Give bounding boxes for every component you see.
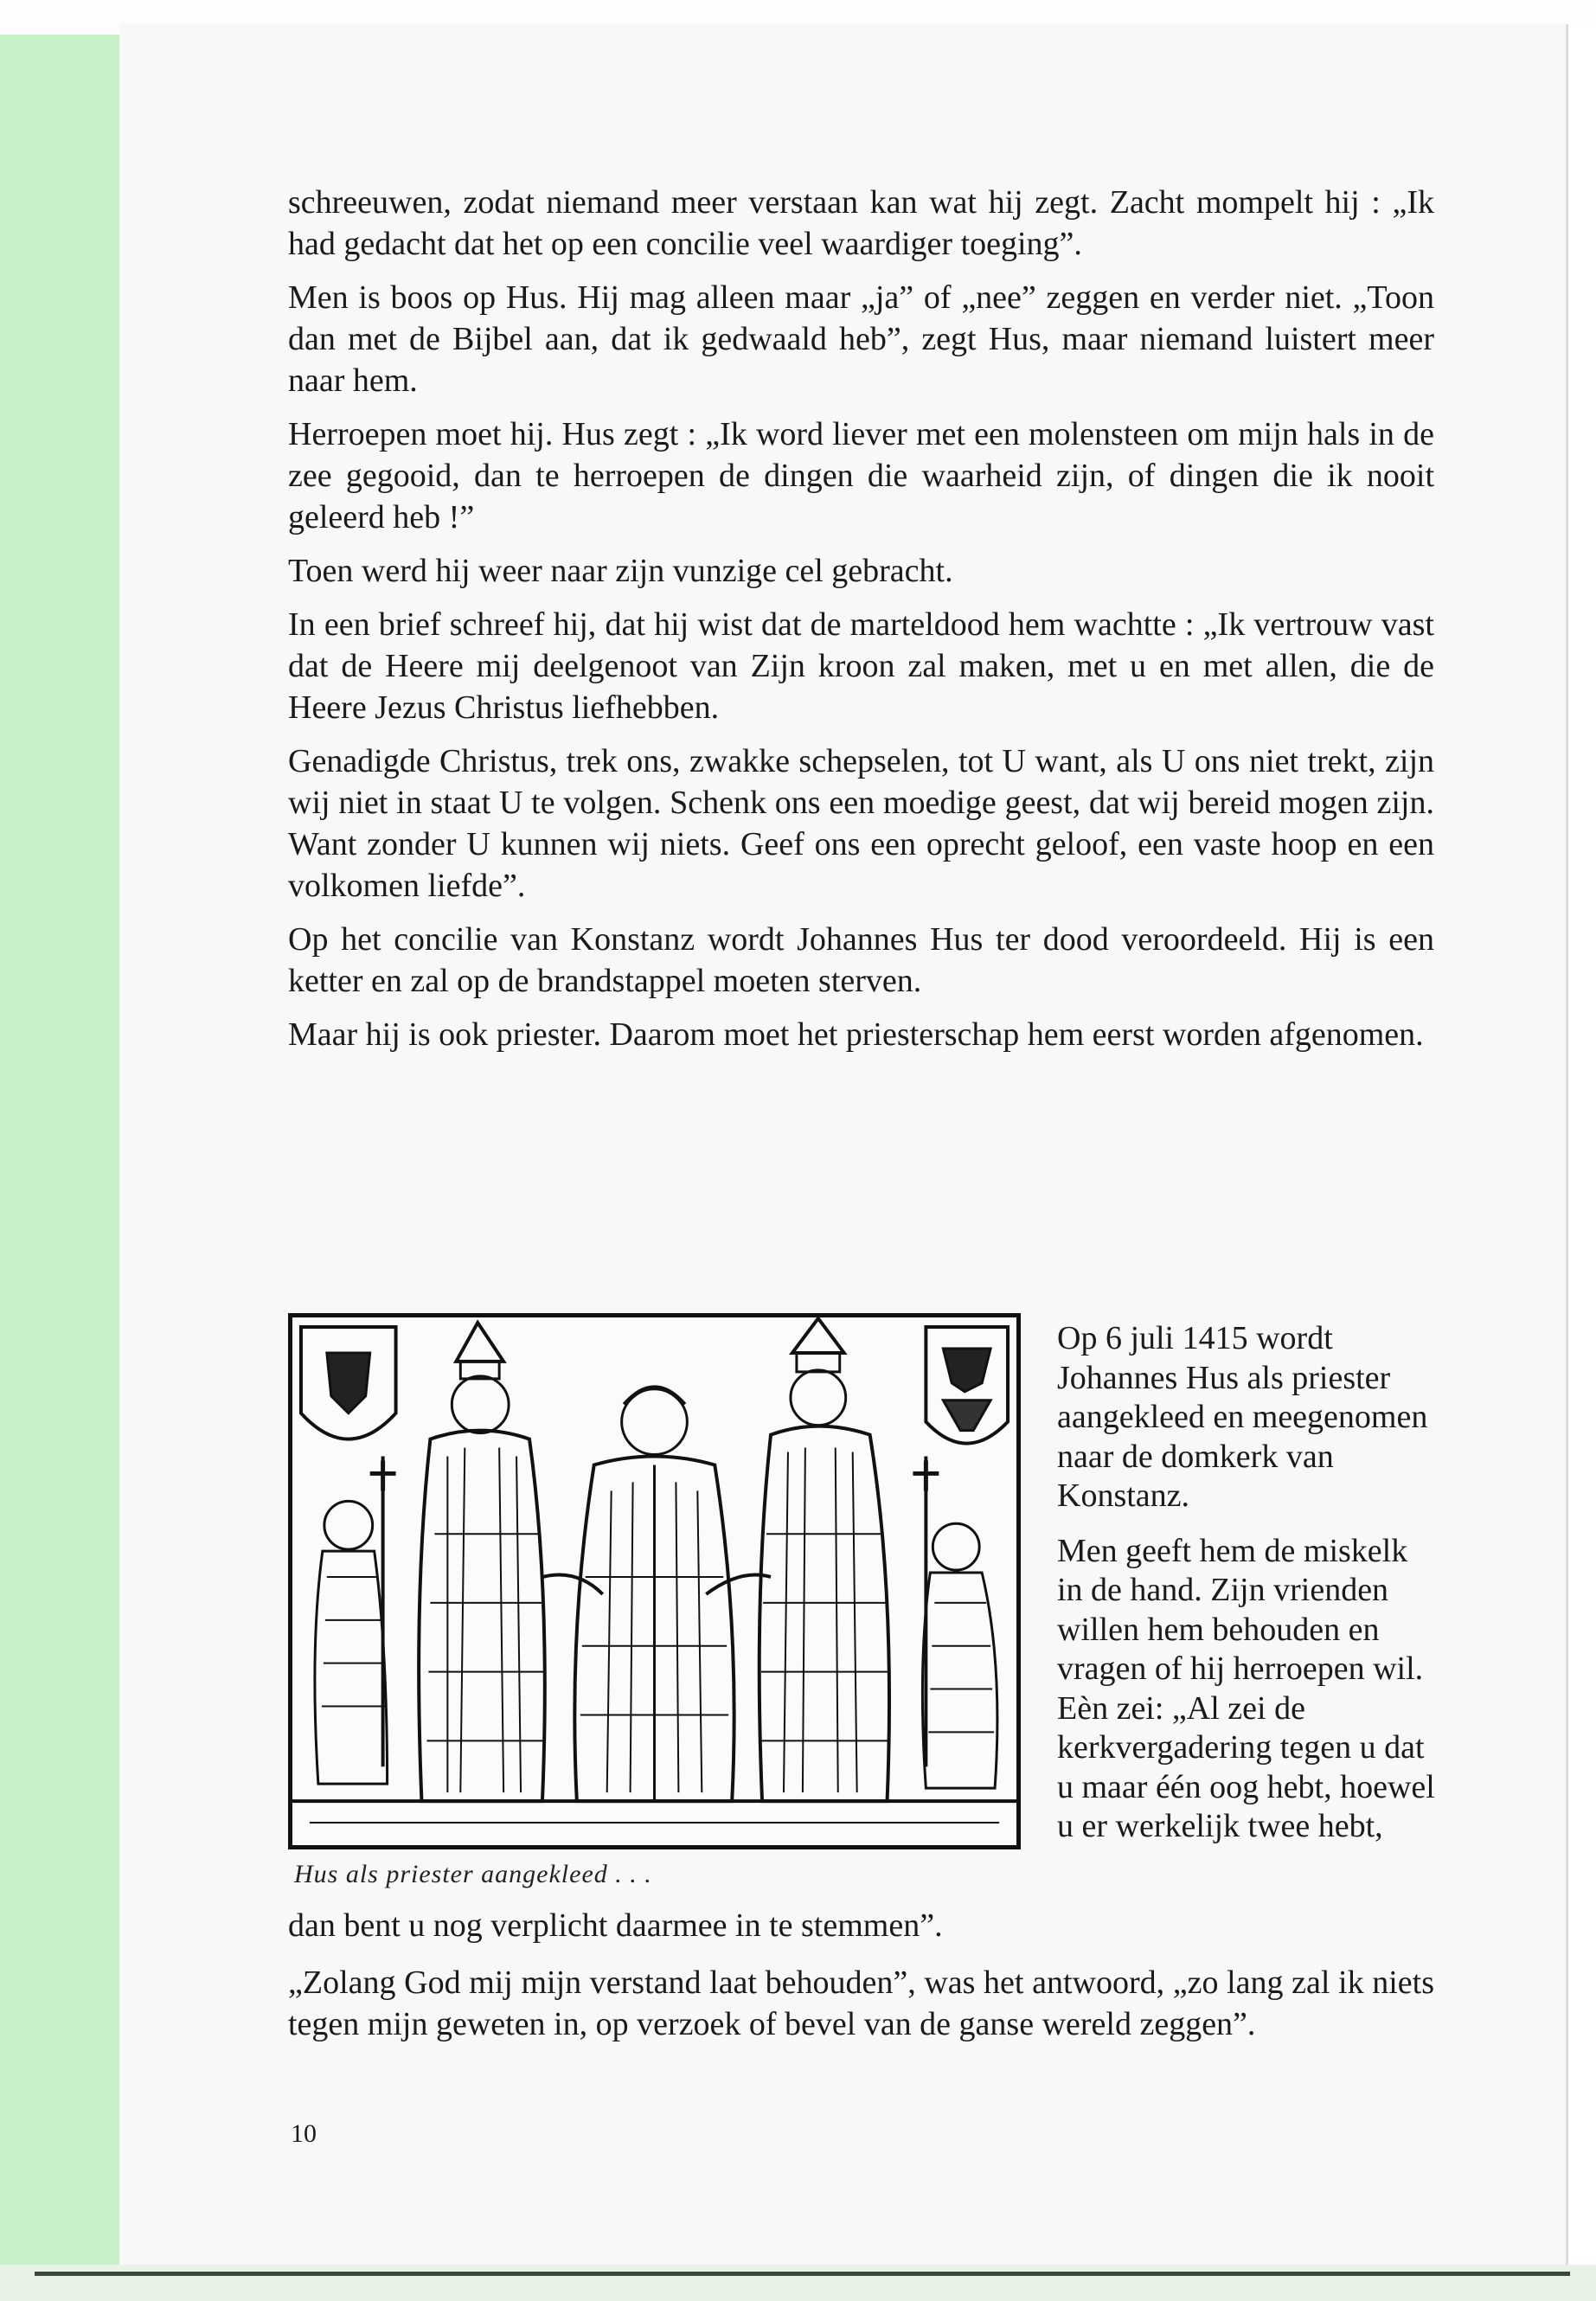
bottom-edge-line xyxy=(35,2272,1570,2276)
woodcut-drawing xyxy=(292,1317,1016,1845)
paragraph-3: Herroepen moet hij. Hus zegt : „Ik word liever met een molensteen om mijn hals in de zee gegooid, dan te herroepen de dingen die waarheid zijn, of dingen die ik nooit geleerd heb !” xyxy=(288,416,1434,535)
paragraph-1: schreeuwen, zodat niemand meer verstaan kan wat hij zegt. Zacht mompelt hij : „Ik had gedacht dat het op een concilie veel waardiger toeging”. xyxy=(288,184,1434,262)
paragraph-4: Toen werd hij weer naar zijn vunzige cel gebracht. xyxy=(288,553,953,589)
paragraph-8: Maar hij is ook priester. Daarom moet het priesterschap hem eerst worden afgenomen. xyxy=(288,1016,1424,1053)
scan-green-margin xyxy=(0,35,119,2275)
side-paragraph-1: Op 6 juli 1415 wordt Johannes Hus als priester aangekleed en meegenomen naar de domkerk van Konstanz. xyxy=(1057,1320,1428,1514)
page-number: 10 xyxy=(291,2119,317,2148)
figure-caption: Hus als priester aangekleed . . . xyxy=(294,1860,652,1888)
paragraph-7: Op het concilie van Konstanz wordt Johannes Hus ter dood veroordeeld. Hij is een ketter en zal op de brandstappel moeten sterven. xyxy=(288,921,1434,999)
continuation-line: dan bent u nog verplicht daarmee in te stemmen”. xyxy=(288,1907,943,1944)
main-text xyxy=(288,182,1434,1067)
paragraph-5: In een brief schreef hij, dat hij wist dat de marteldood hem wachtte : „Ik vertrouw vast dat de Heere mij deelgenoot van Zijn kroon zal maken, met u en met allen, die de Heere Jezus Christus liefhebben. xyxy=(288,606,1434,726)
page-right-edge xyxy=(1566,24,1596,2273)
side-column xyxy=(1057,1319,1438,1862)
woodcut-illustration xyxy=(288,1313,1021,1849)
scan-bottom-band xyxy=(0,2265,1596,2301)
side-paragraph-2: Men geeft hem de miskelk in de hand. Zijn vrienden willen hem behouden en vragen of hij herroepen wil. Eèn zei: „Al zei de kerkvergadering tegen u dat u maar één oog hebt, hoewel u er werkelijk twee hebt, xyxy=(1057,1532,1435,1844)
after-figure-text xyxy=(288,1905,1434,2045)
closing-paragraph: „Zolang God mij mijn verstand laat behouden”, was het antwoord, „zo lang zal ik niets tegen mijn geweten in, op verzoek of bevel van de ganse wereld zeggen”. xyxy=(288,1965,1434,2042)
paragraph-6: Genadigde Christus, trek ons, zwakke schepselen, tot U want, als U ons niet trekt, zijn wij niet in staat U te volgen. Schenk ons een moedige geest, dat wij bereid mogen zijn. Want zonder U kunnen wij niets. Geef ons een oprecht geloof, een vaste hoop en een volkomen liefde”. xyxy=(288,743,1434,904)
paragraph-2: Men is boos op Hus. Hij mag alleen maar „ja” of „nee” zeggen en verder niet. „Toon dan met de Bijbel aan, dat ik gedwaald heb”, zegt Hus, maar niemand luistert meer naar hem. xyxy=(288,279,1434,399)
